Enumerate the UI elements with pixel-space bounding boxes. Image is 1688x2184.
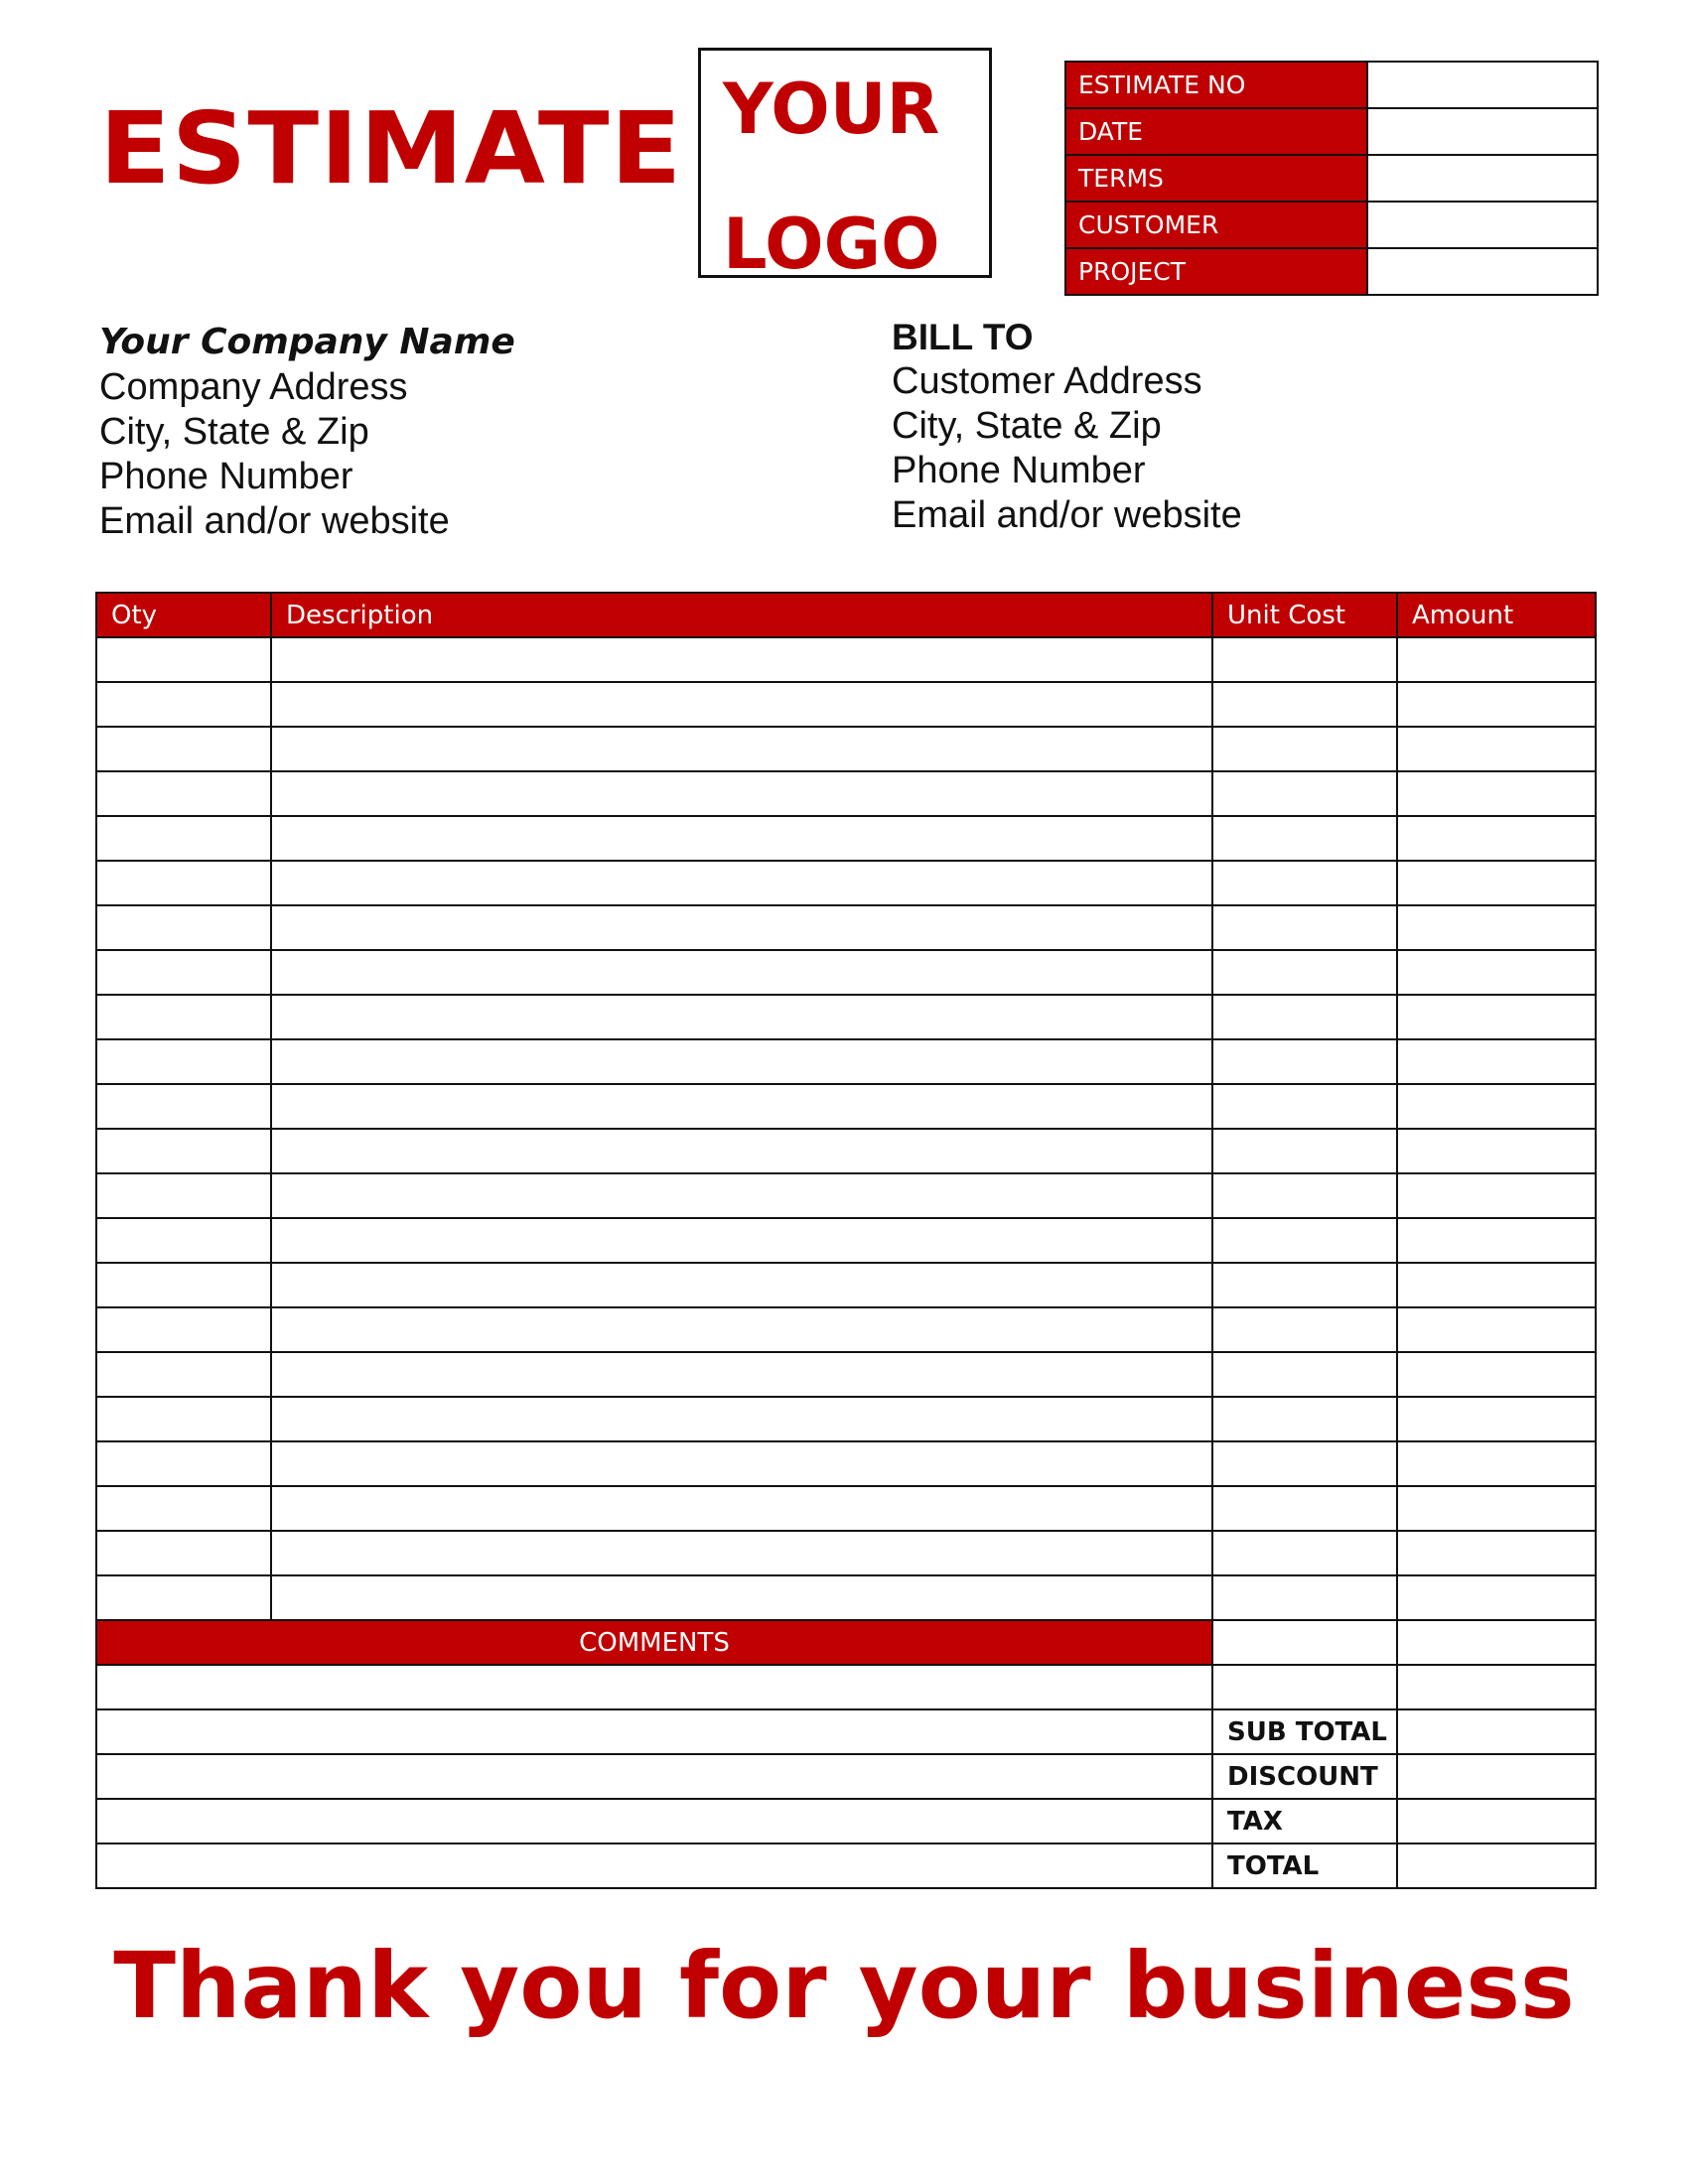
company-email: Email and/or website — [99, 500, 450, 542]
qty-cell[interactable] — [96, 1307, 271, 1352]
estimate-meta-table — [1064, 61, 1599, 296]
line-item-row — [96, 1084, 1596, 1129]
description-cell[interactable] — [271, 1039, 1212, 1084]
terms-label: TERMS — [1065, 155, 1367, 202]
unit-cost-cell[interactable] — [1212, 1218, 1397, 1263]
meta-row-customer — [1065, 202, 1598, 248]
description-cell[interactable] — [271, 905, 1212, 950]
amount-cell[interactable] — [1397, 682, 1596, 727]
description-cell[interactable] — [271, 1084, 1212, 1129]
tax-row — [96, 1799, 1596, 1843]
unit-cost-cell[interactable] — [1212, 1173, 1397, 1218]
customer-city: City, State & Zip — [892, 405, 1162, 447]
discount-value[interactable] — [1397, 1754, 1596, 1799]
customer-field[interactable] — [1367, 202, 1598, 248]
subtotal-label: SUB TOTAL — [1212, 1709, 1397, 1754]
line-item-row — [96, 1173, 1596, 1218]
tax-value[interactable] — [1397, 1799, 1596, 1843]
qty-cell[interactable] — [96, 682, 271, 727]
line-item-row — [96, 1486, 1596, 1531]
line-item-row — [96, 1307, 1596, 1352]
unit-cost-column-header: Unit Cost — [1212, 593, 1397, 637]
comments-header-row — [96, 1620, 1596, 1665]
totals-section — [96, 1620, 1596, 1888]
line-item-row — [96, 1575, 1596, 1620]
amount-cell[interactable] — [1397, 1352, 1596, 1397]
unit-cost-cell[interactable] — [1212, 1263, 1397, 1307]
line-items-body — [96, 637, 1596, 1620]
company-phone: Phone Number — [99, 456, 353, 497]
meta-row-project — [1065, 248, 1598, 295]
amount-cell[interactable] — [1397, 995, 1596, 1039]
qty-cell[interactable] — [96, 771, 271, 816]
description-cell[interactable] — [271, 1218, 1212, 1263]
comments-line[interactable] — [96, 1843, 1212, 1888]
qty-cell[interactable] — [96, 1441, 271, 1486]
description-cell[interactable] — [271, 1397, 1212, 1441]
description-cell[interactable] — [271, 771, 1212, 816]
meta-row-estimate-no — [1065, 62, 1598, 108]
line-item-row — [96, 727, 1596, 771]
total-label: TOTAL — [1212, 1843, 1397, 1888]
line-item-row — [96, 816, 1596, 861]
description-cell[interactable] — [271, 727, 1212, 771]
description-cell[interactable] — [271, 682, 1212, 727]
totals-blank-value[interactable] — [1397, 1620, 1596, 1665]
unit-cost-cell[interactable] — [1212, 1084, 1397, 1129]
description-cell[interactable] — [271, 1486, 1212, 1531]
description-cell[interactable] — [271, 1441, 1212, 1486]
line-items-table — [95, 592, 1597, 1889]
qty-cell[interactable] — [96, 727, 271, 771]
qty-cell[interactable] — [96, 1173, 271, 1218]
amount-cell[interactable] — [1397, 727, 1596, 771]
description-cell[interactable] — [271, 1129, 1212, 1173]
company-name: Your Company Name — [99, 322, 515, 362]
line-item-row — [96, 950, 1596, 995]
customer-email: Email and/or website — [892, 494, 1242, 536]
customer-label: CUSTOMER — [1065, 202, 1367, 248]
description-cell[interactable] — [271, 1352, 1212, 1397]
line-item-row — [96, 905, 1596, 950]
logo-text-line-1: YOUR — [723, 68, 940, 150]
amount-cell[interactable] — [1397, 905, 1596, 950]
line-item-row — [96, 1531, 1596, 1575]
description-cell[interactable] — [271, 1173, 1212, 1218]
comments-line[interactable] — [96, 1754, 1212, 1799]
totals-blank-label — [1212, 1665, 1397, 1709]
description-cell[interactable] — [271, 1575, 1212, 1620]
comments-line[interactable] — [96, 1709, 1212, 1754]
unit-cost-cell[interactable] — [1212, 995, 1397, 1039]
line-item-row — [96, 1129, 1596, 1173]
line-item-row — [96, 1352, 1596, 1397]
amount-cell[interactable] — [1397, 950, 1596, 995]
description-cell[interactable] — [271, 1531, 1212, 1575]
qty-cell[interactable] — [96, 1352, 271, 1397]
meta-row-terms — [1065, 155, 1598, 202]
line-item-row — [96, 995, 1596, 1039]
amount-cell[interactable] — [1397, 1218, 1596, 1263]
company-city: City, State & Zip — [99, 411, 369, 453]
amount-cell[interactable] — [1397, 861, 1596, 905]
project-field[interactable] — [1367, 248, 1598, 295]
description-cell[interactable] — [271, 1263, 1212, 1307]
amount-cell[interactable] — [1397, 1039, 1596, 1084]
unit-cost-cell[interactable] — [1212, 771, 1397, 816]
comments-line[interactable] — [96, 1665, 1212, 1709]
description-cell[interactable] — [271, 637, 1212, 682]
amount-cell[interactable] — [1397, 1307, 1596, 1352]
estimate-no-field[interactable] — [1367, 62, 1598, 108]
description-cell[interactable] — [271, 950, 1212, 995]
logo-placeholder — [698, 48, 992, 285]
project-label: PROJECT — [1065, 248, 1367, 295]
customer-phone: Phone Number — [892, 450, 1146, 491]
subtotal-row — [96, 1709, 1596, 1754]
total-value[interactable] — [1397, 1843, 1596, 1888]
line-item-row — [96, 771, 1596, 816]
unit-cost-cell[interactable] — [1212, 905, 1397, 950]
amount-column-header: Amount — [1397, 593, 1596, 637]
terms-field[interactable] — [1367, 155, 1598, 202]
qty-cell[interactable] — [96, 1039, 271, 1084]
qty-cell[interactable] — [96, 1084, 271, 1129]
unit-cost-cell[interactable] — [1212, 1397, 1397, 1441]
description-cell[interactable] — [271, 995, 1212, 1039]
meta-row-date — [1065, 108, 1598, 155]
unit-cost-cell[interactable] — [1212, 1039, 1397, 1084]
unit-cost-cell[interactable] — [1212, 682, 1397, 727]
line-item-row — [96, 682, 1596, 727]
qty-cell[interactable] — [96, 1129, 271, 1173]
amount-cell[interactable] — [1397, 1129, 1596, 1173]
unit-cost-cell[interactable] — [1212, 950, 1397, 995]
total-row — [96, 1843, 1596, 1888]
unit-cost-cell[interactable] — [1212, 861, 1397, 905]
line-item-row — [96, 1397, 1596, 1441]
unit-cost-cell[interactable] — [1212, 1441, 1397, 1486]
comments-line[interactable] — [96, 1799, 1212, 1843]
qty-cell[interactable] — [96, 950, 271, 995]
amount-cell[interactable] — [1397, 637, 1596, 682]
logo-text-line-2: LOGO — [723, 204, 940, 285]
amount-cell[interactable] — [1397, 1486, 1596, 1531]
amount-cell[interactable] — [1397, 1173, 1596, 1218]
unit-cost-cell[interactable] — [1212, 1307, 1397, 1352]
line-item-row — [96, 637, 1596, 682]
qty-cell[interactable] — [96, 1263, 271, 1307]
company-info — [99, 320, 515, 544]
amount-cell[interactable] — [1397, 1441, 1596, 1486]
amount-cell[interactable] — [1397, 1397, 1596, 1441]
amount-cell[interactable] — [1397, 1084, 1596, 1129]
qty-column-header: Oty — [96, 593, 271, 637]
qty-cell[interactable] — [96, 995, 271, 1039]
line-item-row — [96, 1441, 1596, 1486]
qty-cell[interactable] — [96, 1486, 271, 1531]
line-item-row — [96, 1218, 1596, 1263]
document-title: ESTIMATE — [99, 90, 683, 206]
qty-cell[interactable] — [96, 816, 271, 861]
line-item-row — [96, 861, 1596, 905]
qty-cell[interactable] — [96, 1397, 271, 1441]
qty-cell[interactable] — [96, 1575, 271, 1620]
line-items-header-row — [96, 593, 1596, 637]
description-cell[interactable] — [271, 861, 1212, 905]
qty-cell[interactable] — [96, 637, 271, 682]
amount-cell[interactable] — [1397, 816, 1596, 861]
amount-cell[interactable] — [1397, 771, 1596, 816]
estimate-no-label: ESTIMATE NO — [1065, 62, 1367, 108]
bill-to-info — [892, 316, 1242, 538]
qty-cell[interactable] — [96, 1218, 271, 1263]
date-field[interactable] — [1367, 108, 1598, 155]
company-address: Company Address — [99, 366, 408, 408]
unit-cost-cell[interactable] — [1212, 727, 1397, 771]
description-cell[interactable] — [271, 1307, 1212, 1352]
unit-cost-cell[interactable] — [1212, 1352, 1397, 1397]
unit-cost-cell[interactable] — [1212, 1575, 1397, 1620]
unit-cost-cell[interactable] — [1212, 1129, 1397, 1173]
qty-cell[interactable] — [96, 861, 271, 905]
unit-cost-cell[interactable] — [1212, 1486, 1397, 1531]
date-label: DATE — [1065, 108, 1367, 155]
amount-cell[interactable] — [1397, 1263, 1596, 1307]
line-item-row — [96, 1263, 1596, 1307]
line-item-row — [96, 1039, 1596, 1084]
comments-row — [96, 1665, 1596, 1709]
amount-cell[interactable] — [1397, 1575, 1596, 1620]
unit-cost-cell[interactable] — [1212, 637, 1397, 682]
qty-cell[interactable] — [96, 905, 271, 950]
unit-cost-cell[interactable] — [1212, 816, 1397, 861]
description-column-header: Description — [271, 593, 1212, 637]
discount-label: DISCOUNT — [1212, 1754, 1397, 1799]
tax-label: TAX — [1212, 1799, 1397, 1843]
subtotal-value[interactable] — [1397, 1709, 1596, 1754]
bill-to-heading: BILL TO — [892, 317, 1034, 357]
unit-cost-cell[interactable] — [1212, 1531, 1397, 1575]
thank-you-message: Thank you for your business — [113, 1933, 1575, 2039]
qty-cell[interactable] — [96, 1531, 271, 1575]
totals-blank-value[interactable] — [1397, 1665, 1596, 1709]
customer-address: Customer Address — [892, 360, 1202, 402]
comments-header: COMMENTS — [96, 1620, 1212, 1665]
totals-blank-label — [1212, 1620, 1397, 1665]
discount-row — [96, 1754, 1596, 1799]
description-cell[interactable] — [271, 816, 1212, 861]
amount-cell[interactable] — [1397, 1531, 1596, 1575]
